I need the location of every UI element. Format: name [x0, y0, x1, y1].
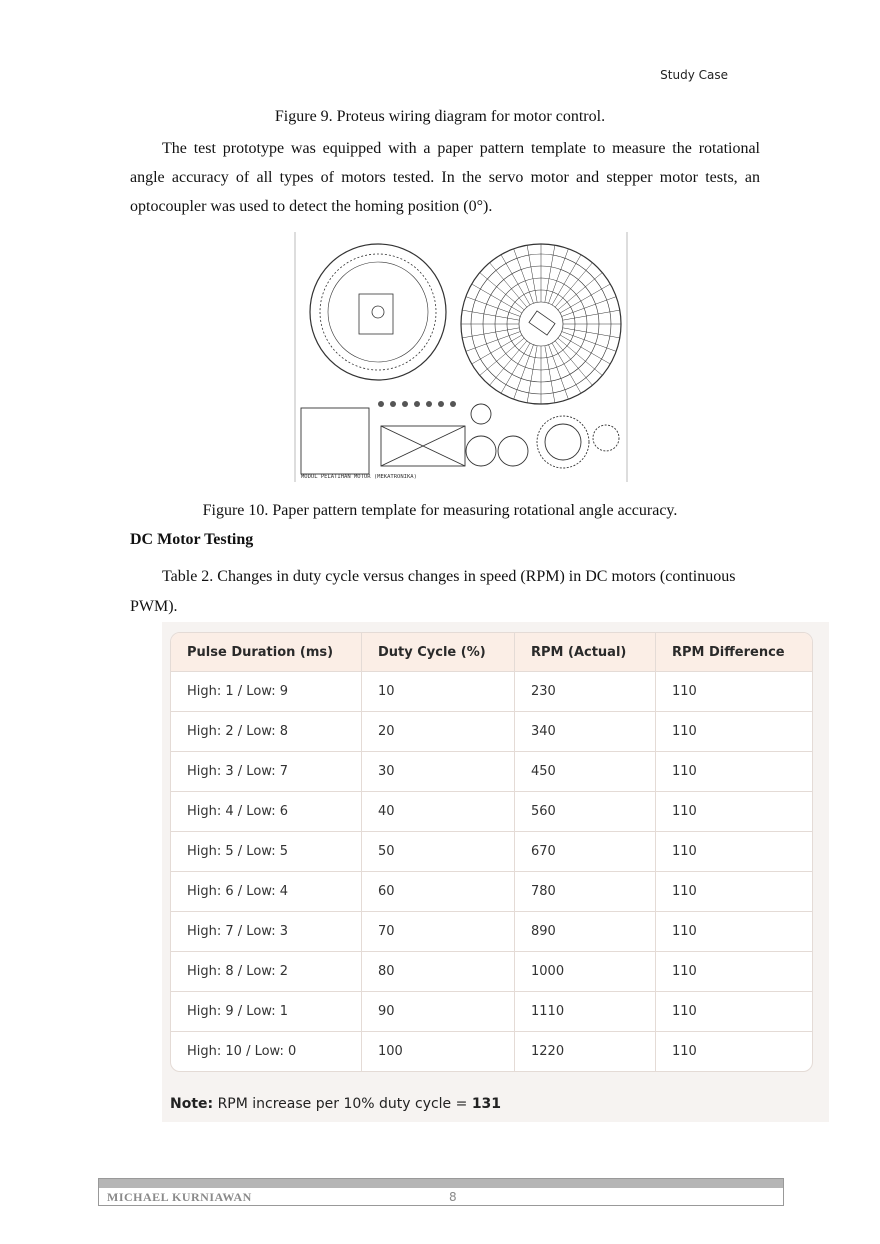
- col-header-duty-cycle: Duty Cycle (%): [362, 633, 515, 672]
- table-cell: 1110: [515, 992, 656, 1032]
- screw-mark: [378, 401, 384, 407]
- body-paragraph: The test prototype was equipped with a paper pattern template to measure the rotational angle accuracy of all types of motors tested. In the servo motor and stepper motor tests, an optocoupler was used to detect the homing position (0°).: [130, 140, 760, 215]
- table-2-caption: Table 2. Changes in duty cycle versus changes in speed (RPM) in DC motors (continuous PWM).: [130, 568, 736, 615]
- figure-10-caption: Figure 10. Paper pattern template for measuring rotational angle accuracy.: [202, 502, 678, 519]
- table-row: [171, 752, 812, 792]
- table-row: [171, 992, 812, 1032]
- table-2-figure: [162, 622, 829, 1122]
- template-drawing: [293, 232, 629, 482]
- table-cell: High: 6 / Low: 4: [171, 872, 362, 912]
- table-cell: High: 1 / Low: 9: [171, 672, 362, 712]
- table-cell: 1000: [515, 952, 656, 992]
- table-cell: 340: [515, 712, 656, 752]
- dial-spoke: [545, 346, 555, 403]
- table-cell: 40: [362, 792, 515, 832]
- table-row: [171, 1032, 812, 1071]
- dial-spoke: [545, 245, 555, 302]
- table-row: [171, 712, 812, 752]
- table-cell: High: 8 / Low: 2: [171, 952, 362, 992]
- dial-spoke: [462, 328, 519, 338]
- dial-spoke: [563, 328, 620, 338]
- table-cell: 110: [656, 792, 812, 832]
- left-angle-dial: [310, 244, 446, 380]
- col-header-pulse-duration: Pulse Duration (ms): [171, 633, 362, 672]
- table-cell: 60: [362, 872, 515, 912]
- table-cell: 780: [515, 872, 656, 912]
- table-cell: 10: [362, 672, 515, 712]
- right-radial-dial: [461, 244, 621, 404]
- section-heading: DC Motor Testing: [130, 531, 254, 548]
- table-cell: High: 4 / Low: 6: [171, 792, 362, 832]
- note-label: Note:: [170, 1096, 214, 1112]
- table-cell: 30: [362, 752, 515, 792]
- table-cell: 1220: [515, 1032, 656, 1071]
- bottom-square-frame: [301, 408, 369, 474]
- footer-author: MICHAEL KURNIAWAN: [107, 1190, 252, 1204]
- note-text: RPM increase per 10% duty cycle =: [213, 1096, 472, 1112]
- table-note: [170, 1096, 501, 1112]
- table-header-row: [171, 633, 812, 672]
- page-number: 8: [449, 1190, 457, 1204]
- table-cell: High: 2 / Low: 8: [171, 712, 362, 752]
- dial-spoke: [560, 284, 610, 313]
- table-row: [171, 952, 812, 992]
- table-cell: 110: [672, 1044, 697, 1059]
- dial-spoke: [501, 255, 530, 305]
- table-cell: 230: [515, 672, 656, 712]
- running-header: Study Case: [660, 68, 728, 82]
- table-cell: 110: [656, 712, 812, 752]
- table-cell: 90: [362, 992, 515, 1032]
- table-row: [171, 912, 812, 952]
- table-cell: 70: [362, 912, 515, 952]
- col-header-rpm-difference: RPM Difference: [656, 633, 812, 672]
- table-cell: 110: [656, 672, 812, 712]
- figure-10-paper-template: [293, 232, 629, 482]
- small-gear-right: [498, 436, 528, 466]
- table-row: [171, 792, 812, 832]
- table-cell: 80: [362, 952, 515, 992]
- table-cell: 110: [656, 832, 812, 872]
- dial-spoke: [462, 310, 519, 320]
- table-row: [171, 672, 812, 712]
- table-cell: 20: [362, 712, 515, 752]
- dial-spoke: [552, 255, 581, 305]
- screw-mark: [450, 401, 456, 407]
- screw-mark: [402, 401, 408, 407]
- table-cell: 450: [515, 752, 656, 792]
- dial-spoke: [552, 343, 581, 393]
- dial-spoke: [472, 335, 522, 364]
- table-cell: High: 10 / Low: 0: [171, 1032, 362, 1071]
- dial-spoke: [527, 346, 537, 403]
- dial-spoke: [501, 343, 530, 393]
- table-cell: 110: [656, 912, 812, 952]
- table-cell: 110: [656, 992, 812, 1032]
- col-header-rpm-actual: RPM (Actual): [515, 633, 656, 672]
- table-cell: High: 5 / Low: 5: [171, 832, 362, 872]
- dial-spoke: [560, 335, 610, 364]
- table-cell: 50: [362, 832, 515, 872]
- dial-spoke: [472, 284, 522, 313]
- table-row: [171, 872, 812, 912]
- dial-spoke: [527, 245, 537, 302]
- screw-mark: [414, 401, 420, 407]
- screw-mark: [426, 401, 432, 407]
- table-cell: 890: [515, 912, 656, 952]
- screw-mark: [390, 401, 396, 407]
- table-cell: 110: [656, 752, 812, 792]
- table-cell: High: 3 / Low: 7: [171, 752, 362, 792]
- page-footer: [98, 1178, 784, 1206]
- small-gear-left: [466, 436, 496, 466]
- table-cell: 670: [515, 832, 656, 872]
- table-row: [171, 832, 812, 872]
- duty-cycle-table: [170, 632, 813, 1072]
- figure-9-caption: Figure 9. Proteus wiring diagram for motor control.: [274, 108, 606, 125]
- table-cell: High: 9 / Low: 1: [171, 992, 362, 1032]
- table-cell: 560: [515, 792, 656, 832]
- table-cell: High: 7 / Low: 3: [171, 912, 362, 952]
- note-value: 131: [471, 1096, 502, 1112]
- screw-mark: [438, 401, 444, 407]
- table-cell: 110: [656, 872, 812, 912]
- table-cell: 110: [656, 952, 812, 992]
- table-cell: 100: [362, 1032, 515, 1071]
- footer-band: [99, 1179, 783, 1188]
- module-label: MODUL PELATIHAN MOTOR (MEKATRONIKA): [301, 474, 417, 480]
- dial-spoke: [563, 310, 620, 320]
